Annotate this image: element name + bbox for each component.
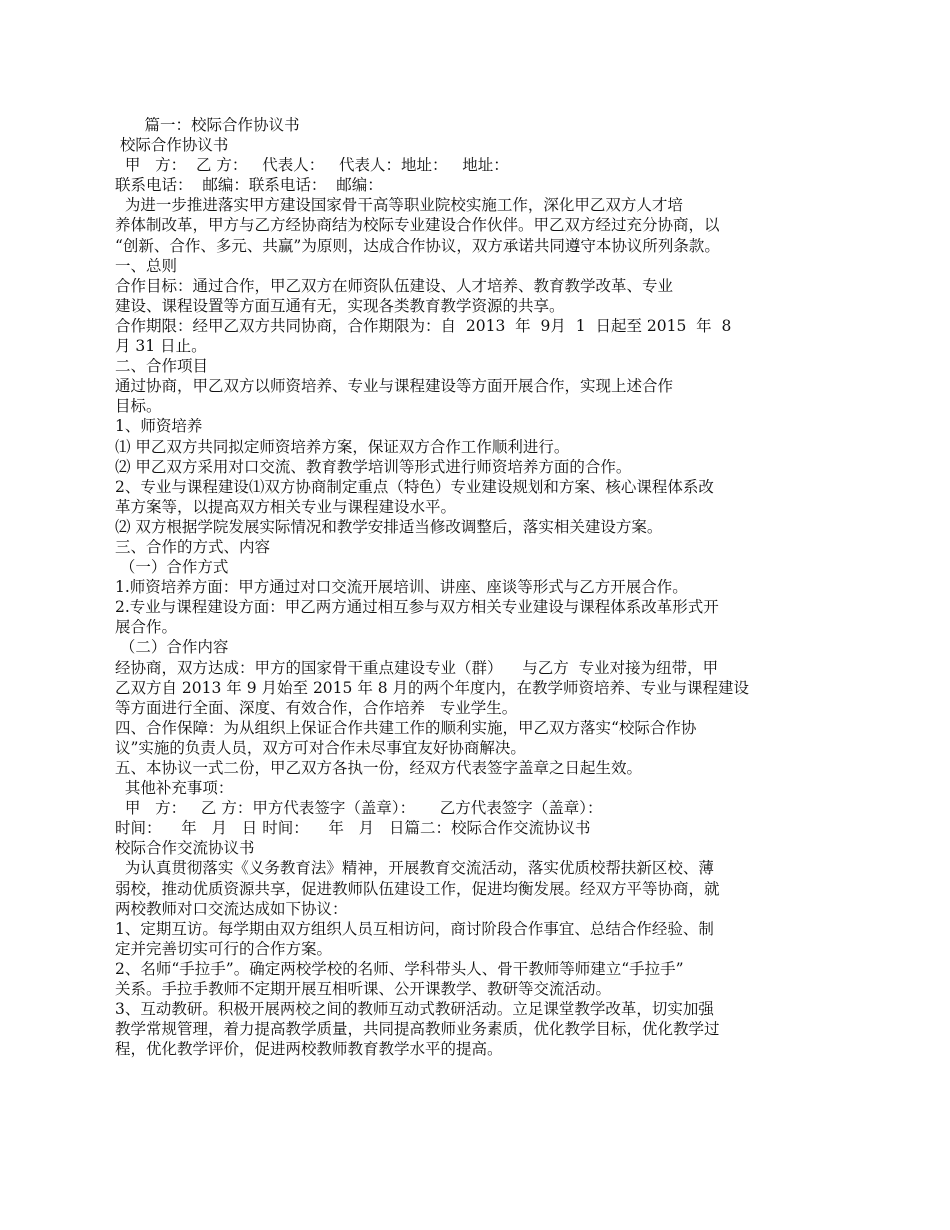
text-line: 联系电话： 邮编：联系电话： 邮编：	[115, 176, 383, 195]
text-line: 其他补充事项：	[115, 779, 234, 798]
text-line: （二）合作内容	[115, 638, 229, 657]
text-line: 篇一：校际合作协议书	[115, 116, 300, 134]
text-line: “创新、合作、多元、共赢”为原则，达成合作协议，双方承诺共同遵守本协议所列条款。	[115, 236, 720, 255]
text-line: 2、专业与课程建设⑴双方协商制定重点（特色）专业建设规划和方案、核心课程体系改	[115, 477, 714, 496]
text-line: 通过协商，甲乙双方以师资培养、专业与课程建设等方面开展合作，实现上述合作	[115, 377, 674, 396]
text-line: 时间： 年 月 日 时间： 年 月 日篇二：校际合作交流协议书	[115, 819, 591, 838]
text-line: 为认真贯彻落实《义务教育法》精神，开展教育交流活动，落实优质校帮扶新区校、薄	[115, 859, 714, 878]
text-line: 1、定期互访。每学期由双方组织人员互相访问，商讨阶段合作事宜、总结合作经验、制	[115, 919, 714, 938]
text-line: 建设、课程设置等方面互通有无，实现各类教育教学资源的共享。	[115, 296, 565, 315]
document-body	[115, 115, 875, 1059]
text-line: ⑵ 双方根据学院发展实际情况和教学安排适当修改调整后，落实相关建设方案。	[115, 517, 663, 536]
text-line: 展合作。	[115, 618, 178, 637]
text-line: 1、师资培养	[115, 417, 203, 436]
text-line: 2、名师“手拉手”。确定两校学校的名师、学科带头人、骨干教师等师建立“手拉手”	[115, 959, 684, 978]
text-line: 程，优化教学评价，促进两校教师教育教学水平的提高。	[115, 1040, 503, 1059]
text-line: 合作期限：经甲乙双方共同协商，合作期限为：自 2013 年 9月 1 日起至 2015 年 8	[115, 316, 732, 335]
text-line: 目标。	[115, 397, 162, 416]
text-line: 一、总则	[115, 256, 178, 275]
text-line: 甲 方： 乙 方：甲方代表签字（盖章）： 乙方代表签字（盖章）：	[115, 799, 603, 818]
text-line: 甲 方： 乙 方： 代表人： 代表人：地址： 地址：	[115, 156, 509, 175]
text-line: 四、合作保障：为从组织上保证合作共建工作的顺利实施，甲乙双方落实“校际合作协	[115, 718, 697, 737]
text-line: 2.专业与课程建设方面：甲乙两方通过相互参与双方相关专业建设与课程体系改革形式开	[115, 598, 719, 617]
text-line: 校际合作交流协议书	[115, 839, 255, 858]
text-line: 乙双方自 2013 年 9 月始至 2015 年 8 月的两个年度内，在教学师资培养、专业与课程建设	[115, 678, 750, 697]
text-line: 1.师资培养方面：甲方通过对口交流开展培训、讲座、座谈等形式与乙方开展合作。	[115, 578, 688, 597]
text-line: 三、合作的方式、内容	[115, 537, 271, 556]
text-line: ⑴ 甲乙双方共同拟定师资培养方案，保证双方合作工作顺利进行。	[115, 437, 570, 456]
text-line: 等方面进行全面、深度、有效合作，合作培养 专业学生。	[115, 698, 518, 717]
text-line: 革方案等，以提高双方相关专业与课程建设水平。	[115, 497, 457, 516]
text-line: 为进一步推进落实甲方建设国家骨干高等职业院校实施工作，深化甲乙双方人才培	[115, 196, 683, 215]
text-line: 3、互动教研。积极开展两校之间的教师互动式教研活动。立足课堂教学改革，切实加强	[115, 1000, 714, 1019]
text-line: 议”实施的负责人员，双方可对合作未尽事宜友好协商解决。	[115, 738, 526, 757]
text-line: 五、本协议一式二份，甲乙双方各执一份，经双方代表签字盖章之日起生效。	[115, 759, 643, 777]
text-line: 月 31 日止。	[115, 337, 207, 356]
text-line: 两校教师对口交流达成如下协议：	[115, 899, 348, 918]
text-line: 二、合作项目	[115, 357, 209, 376]
text-line: 校际合作协议书	[115, 136, 229, 155]
text-line: 教学常规管理，着力提高教学质量，共同提高教师业务素质，优化教学目标，优化教学过	[115, 1020, 720, 1039]
text-line: 关系。手拉手教师不定期开展互相听课、公开课教学、教研等交流活动。	[115, 980, 612, 999]
text-line: 养体制改革，甲方与乙方经协商结为校际专业建设合作伙伴。甲乙双方经过充分协商，以	[115, 216, 720, 235]
text-line: 经协商，双方达成：甲方的国家骨干重点建设专业（群） 与乙方 专业对接为纽带，甲	[115, 658, 719, 677]
text-line: ⑵ 甲乙双方采用对口交流、教育教学培训等形式进行师资培养方面的合作。	[115, 457, 632, 476]
text-line: 弱校，推动优质资源共享，促进教师队伍建设工作，促进均衡发展。经双方平等协商，就	[115, 879, 720, 898]
text-line: （一）合作方式	[115, 558, 229, 577]
text-line: 定并完善切实可行的合作方案。	[115, 939, 333, 958]
text-line: 合作目标：通过合作，甲乙双方在师资队伍建设、人才培养、教育教学改革、专业	[115, 276, 674, 295]
